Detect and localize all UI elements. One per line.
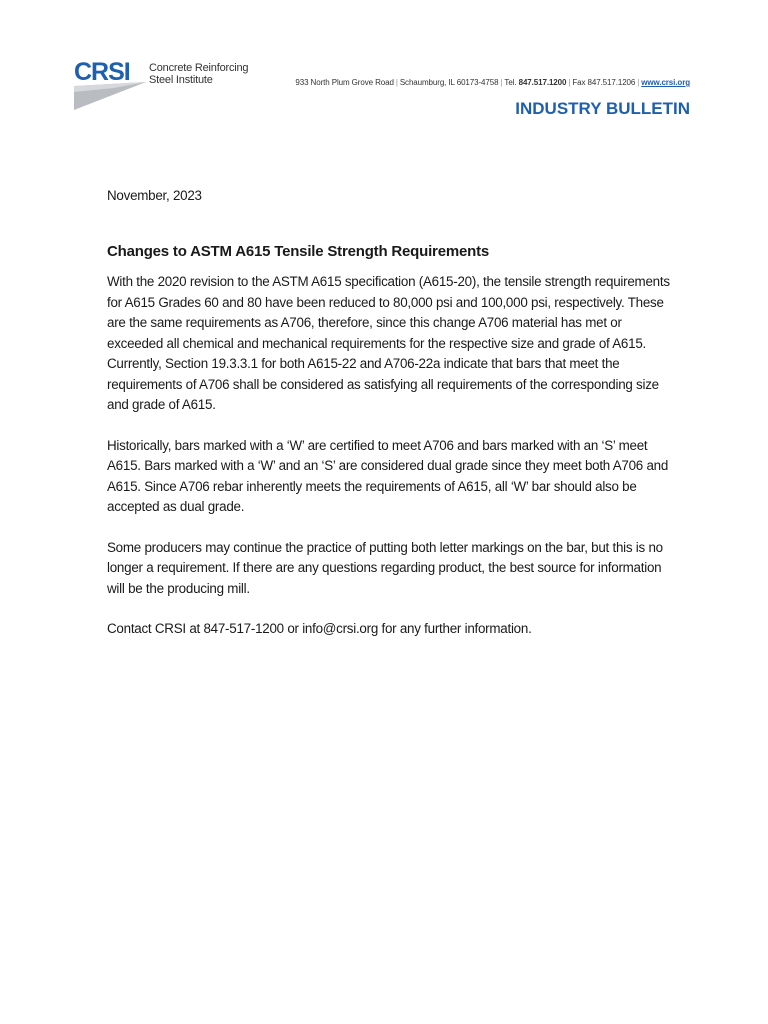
contact-line: 933 North Plum Grove Road | Schaumburg, IL 60173-4758 | Tel. 847.517.1200 | Fax 847.517.1206 | www.crsi.org — [295, 78, 690, 87]
crsi-logo-mark — [74, 58, 149, 112]
fax-number: 847.517.1206 — [587, 78, 636, 87]
document-date: November, 2023 — [107, 188, 202, 203]
logo-name-line1: Concrete Reinforcing — [149, 62, 249, 74]
paragraph: Some producers may continue the practice of putting both letter markings on the bar, but this is no longer a requirement. If there are any questions regarding product, the best source for information will be the producing mill. — [107, 539, 663, 596]
document-title: Changes to ASTM A615 Tensile Strength Requirements — [107, 242, 490, 260]
industry-bulletin-heading: INDUSTRY BULLETIN — [515, 99, 690, 118]
paragraph: Contact CRSI at 847-517-1200 or info@crsi.org for any further information. — [107, 621, 532, 636]
fax-prefix: Fax — [572, 78, 586, 87]
contact-address: 933 North Plum Grove Road — [295, 78, 394, 87]
paragraph: Historically, bars marked with a ‘W’ are certified to meet A706 and bars marked with an ‘S’ meet A615. Bars marked with a ‘W’ and an ‘S’ are considered dual grade since they meet both A706 and A615. Since A706 rebar inherently meets the requirements of A615, all ‘W’ bar should also be accepted as dual grade. — [107, 437, 669, 514]
document-body — [107, 186, 677, 660]
crsi-logo — [74, 58, 254, 112]
tel-number: 847.517.1200 — [518, 78, 567, 87]
logo-name-line2: Steel Institute — [149, 74, 213, 86]
logo-abbr: CRSI — [74, 58, 130, 86]
website-link[interactable]: www.crsi.org — [641, 78, 690, 87]
contact-city: Schaumburg, IL 60173-4758 — [399, 78, 499, 87]
tel-prefix: Tel. — [504, 78, 517, 87]
logo-org-name — [149, 62, 248, 86]
paragraph: With the 2020 revision to the ASTM A615 specification (A615-20), the tensile strength requirements for A615 Grades 60 and 80 have been reduced to 80,000 psi and 100,000 psi, respectively. These are the same requirements as A706, therefore, since this change A706 material has met or exceeded all chemical and mechanical requirements for the respective size and grade of A615. Currently, Section 19.3.3.1 for both A615-22 and A706-22a indicate that bars that meet the requirements of A706 shall be considered as satisfying all requirements of the corresponding size and grade of A615. — [107, 274, 670, 412]
